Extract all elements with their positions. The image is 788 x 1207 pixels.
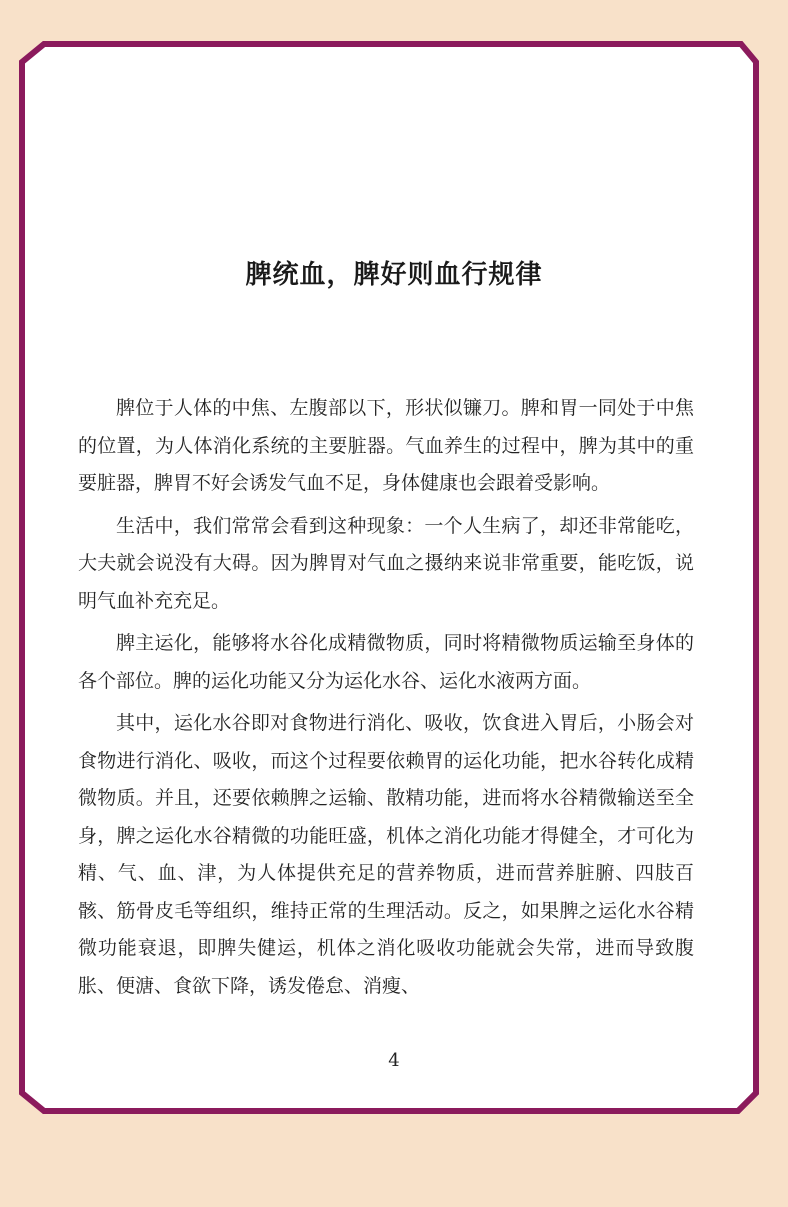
paragraph: 生活中，我们常常会看到这种现象：一个人生病了，却还非常能吃，大夫就会说没有大碍。因为脾胃对气血之摄纳来说非常重要，能吃饭，说明气血补充充足。 (78, 514, 694, 612)
page-title: 脾统血，脾好则血行规律 (245, 260, 543, 290)
paragraph: 其中，运化水谷即对食物进行消化、吸收，饮食进入胃后，小肠会对食物进行消化、吸收，而这个过程要依赖胃的运化功能，把水谷转化成精微物质。并且，还要依赖脾之运输、散精功能，进而将水谷精微输送至全身，脾之运化水谷精微的功能旺盛，机体之消化功能才得健全，才可化为精、气、血、津，为人体提供充足的营养物质，进而营养脏腑、四肢百骸、筋骨皮毛等组织，维持正常的生理活动。反之，如果脾之运化水谷精微功能衰退，即脾失健运，机体之消化吸收功能就会失常，进而导致腹胀、便溏、食欲下降，诱发倦怠、消瘦、 (78, 712, 694, 997)
body-text (78, 390, 694, 1010)
paragraph: 脾主运化，能够将水谷化成精微物质，同时将精微物质运输至身体的各个部位。脾的运化功能又分为运化水谷、运化水液两方面。 (78, 632, 694, 692)
document-page (40, 60, 748, 1100)
page-number: 4 (388, 1050, 400, 1071)
paragraph: 脾位于人体的中焦、左腹部以下，形状似镰刀。脾和胃一同处于中焦的位置，为人体消化系统的主要脏器。气血养生的过程中，脾为其中的重要脏器，脾胃不好会诱发气血不足，身体健康也会跟着受影响。 (78, 397, 694, 494)
